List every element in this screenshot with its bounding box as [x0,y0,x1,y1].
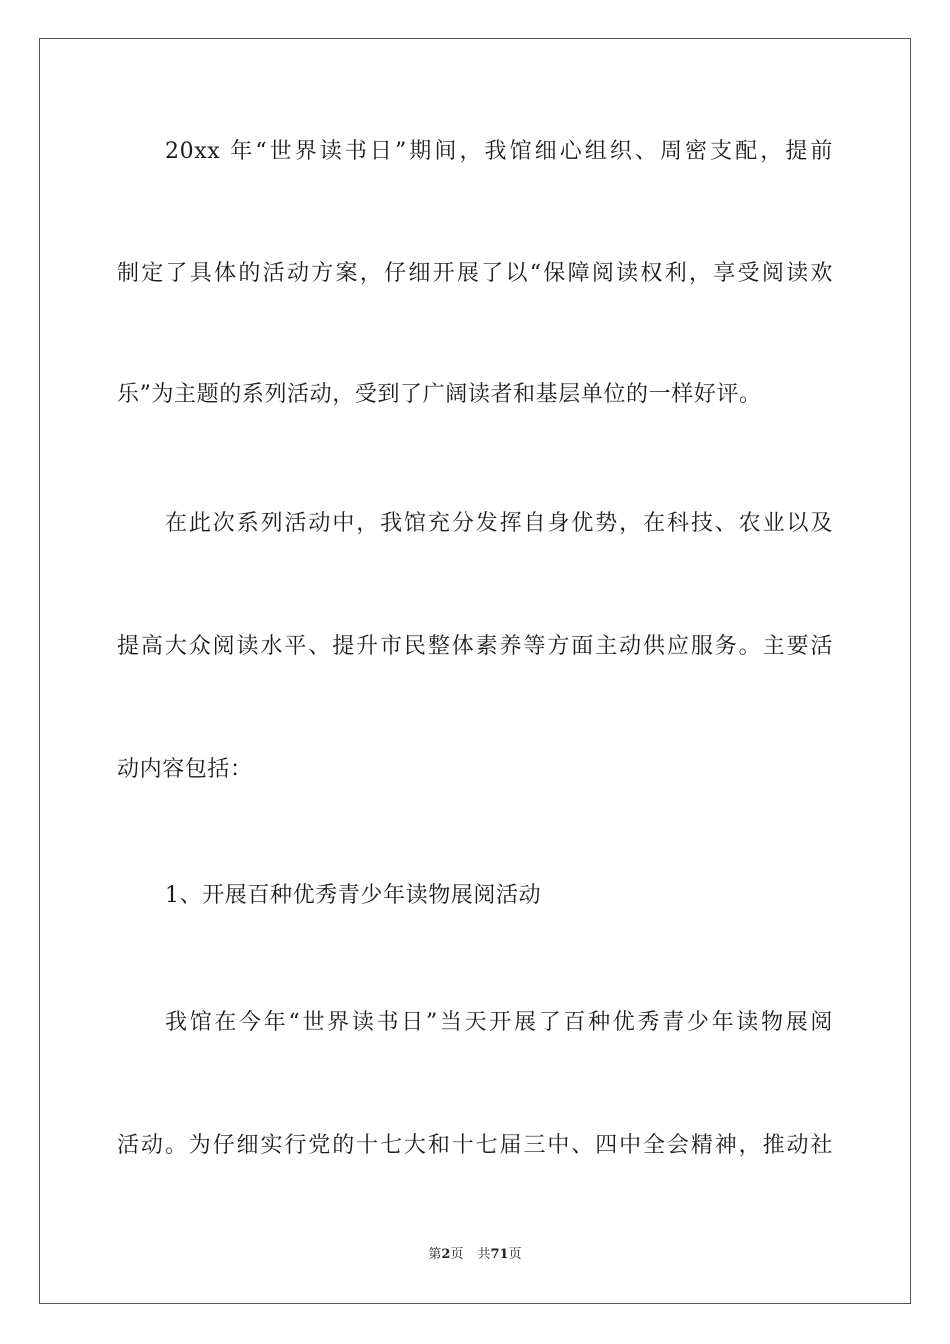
page-suffix: 页 [450,1247,464,1262]
paragraph-line-3: 乐”为主题的系列活动，受到了广阔读者和基层单位的一样好评。 [117,382,762,407]
total-prefix: 共 [477,1247,491,1262]
total-pages: 71 [490,1247,509,1262]
section-heading: 1、开展百种优秀青少年读物展阅活动 [165,883,542,908]
paragraph-line-1: 20xx 年“世界读书日”期间，我馆细心组织、周密支配，提前 [165,139,833,164]
page-footer [0,1246,950,1264]
paragraph-line-6: 动内容包括： [117,757,253,782]
paragraph-line-2: 制定了具体的活动方案，仔细开展了以“保障阅读权利，享受阅读欢 [117,261,833,286]
paragraph-line-8: 我馆在今年“世界读书日”当天开展了百种优秀青少年读物展阅 [165,1010,833,1035]
total-suffix: 页 [508,1247,522,1262]
page-number: 2 [441,1247,451,1262]
paragraph-line-5: 提高大众阅读水平、提升市民整体素养等方面主动供应服务。主要活 [117,634,833,659]
paragraph-line-4: 在此次系列活动中，我馆充分发挥自身优势，在科技、农业以及 [165,511,833,536]
page-prefix: 第 [428,1247,442,1262]
paragraph-line-9: 活动。为仔细实行党的十七大和十七届三中、四中全会精神，推动社 [117,1133,833,1158]
page-border [39,38,911,1304]
